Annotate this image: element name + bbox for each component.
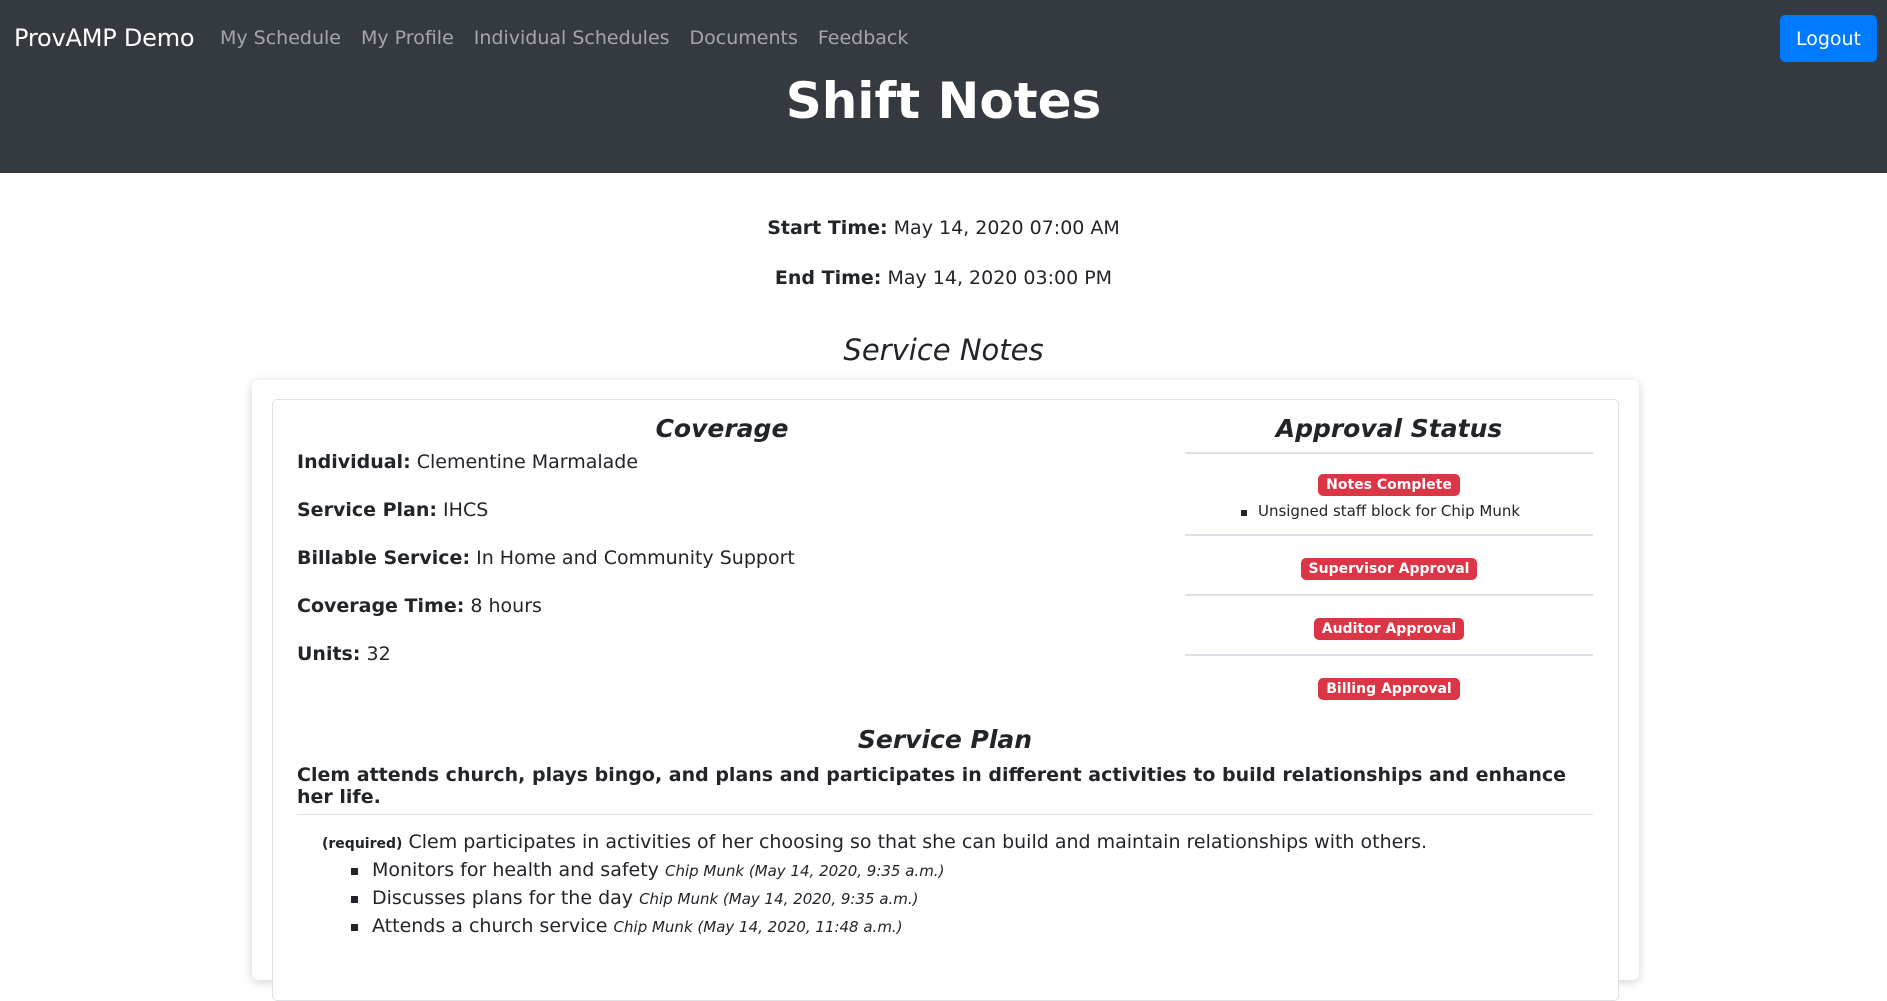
service-plan-section <box>297 725 1593 943</box>
nav-links <box>220 27 928 49</box>
service-plan-description: Clem attends church, plays bingo, and plans and participates in different activities to build relationships and enhance her life. <box>297 764 1593 815</box>
brand-link[interactable]: ProvAMP Demo <box>14 24 195 52</box>
nav-my-schedule[interactable]: My Schedule <box>220 27 341 49</box>
task-item <box>347 915 1593 937</box>
field-label: Individual: <box>297 451 411 473</box>
nav-my-profile[interactable]: My Profile <box>361 27 454 49</box>
nav-documents[interactable]: Documents <box>689 27 798 49</box>
logout-button[interactable]: Logout <box>1780 15 1877 62</box>
approval-status-section <box>1185 414 1593 714</box>
service-notes-card <box>252 380 1639 980</box>
bullet-icon <box>351 924 358 931</box>
start-time-value: May 14, 2020 07:00 AM <box>893 217 1120 239</box>
status-badge: Billing Approval <box>1318 678 1460 700</box>
status-badge: Notes Complete <box>1318 474 1460 496</box>
coverage-time <box>297 595 1147 617</box>
required-label: (required) <box>322 836 403 852</box>
service-plan-title: Service Plan <box>857 725 1033 754</box>
end-time-label: End Time: <box>774 267 882 289</box>
field-label: Billable Service: <box>297 547 471 569</box>
status-badge: Supervisor Approval <box>1301 558 1478 580</box>
field-value: In Home and Community Support <box>476 547 795 569</box>
service-notes-title: Service Notes <box>843 333 1044 367</box>
coverage-title: Coverage <box>655 414 789 443</box>
coverage-service-plan <box>297 499 1147 521</box>
status-badge: Auditor Approval <box>1314 618 1464 640</box>
task-text: Discusses plans for the day <box>372 887 634 909</box>
end-time-value: May 14, 2020 03:00 PM <box>887 267 1113 289</box>
task-signature: Chip Munk (May 14, 2020, 9:35 a.m.) <box>664 862 945 880</box>
nav-individual-schedules[interactable]: Individual Schedules <box>473 27 670 49</box>
start-time-label: Start Time: <box>767 217 888 239</box>
task-item <box>347 859 1593 881</box>
field-value: Clementine Marmalade <box>416 451 639 473</box>
service-notes-card-body <box>272 399 1619 1001</box>
field-label: Coverage Time: <box>297 595 465 617</box>
field-value: 32 <box>366 643 391 665</box>
field-label: Units: <box>297 643 361 665</box>
coverage-individual <box>297 451 1147 473</box>
approval-billing <box>1185 654 1593 714</box>
approval-notes-complete <box>1185 452 1593 534</box>
approval-note-text: Unsigned staff block for Chip Munk <box>1257 502 1521 520</box>
approval-supervisor <box>1185 534 1593 594</box>
coverage-billable-service <box>297 547 1147 569</box>
task-text: Monitors for health and safety <box>372 859 659 881</box>
bullet-icon <box>1241 510 1247 516</box>
approval-note <box>1185 502 1593 520</box>
task-list <box>322 859 1593 937</box>
bullet-icon <box>351 896 358 903</box>
start-time-row <box>0 217 1887 239</box>
navbar <box>0 0 1887 173</box>
goal-text: Clem participates in activities of her choosing so that she can build and maintain relationships with others. <box>408 831 1428 853</box>
task-signature: Chip Munk (May 14, 2020, 11:48 a.m.) <box>613 918 903 936</box>
service-goal <box>322 831 1593 937</box>
page-title: Shift Notes <box>785 72 1102 130</box>
nav-feedback[interactable]: Feedback <box>817 27 909 49</box>
coverage-units <box>297 643 1147 665</box>
bullet-icon <box>351 868 358 875</box>
coverage-section <box>297 414 1147 691</box>
approval-status-title: Approval Status <box>1275 414 1503 443</box>
task-text: Attends a church service <box>372 915 608 937</box>
field-value: IHCS <box>443 499 489 521</box>
field-value: 8 hours <box>470 595 542 617</box>
field-label: Service Plan: <box>297 499 437 521</box>
approval-auditor <box>1185 594 1593 654</box>
task-signature: Chip Munk (May 14, 2020, 9:35 a.m.) <box>639 890 919 908</box>
end-time-row <box>0 267 1887 289</box>
task-item <box>347 887 1593 909</box>
